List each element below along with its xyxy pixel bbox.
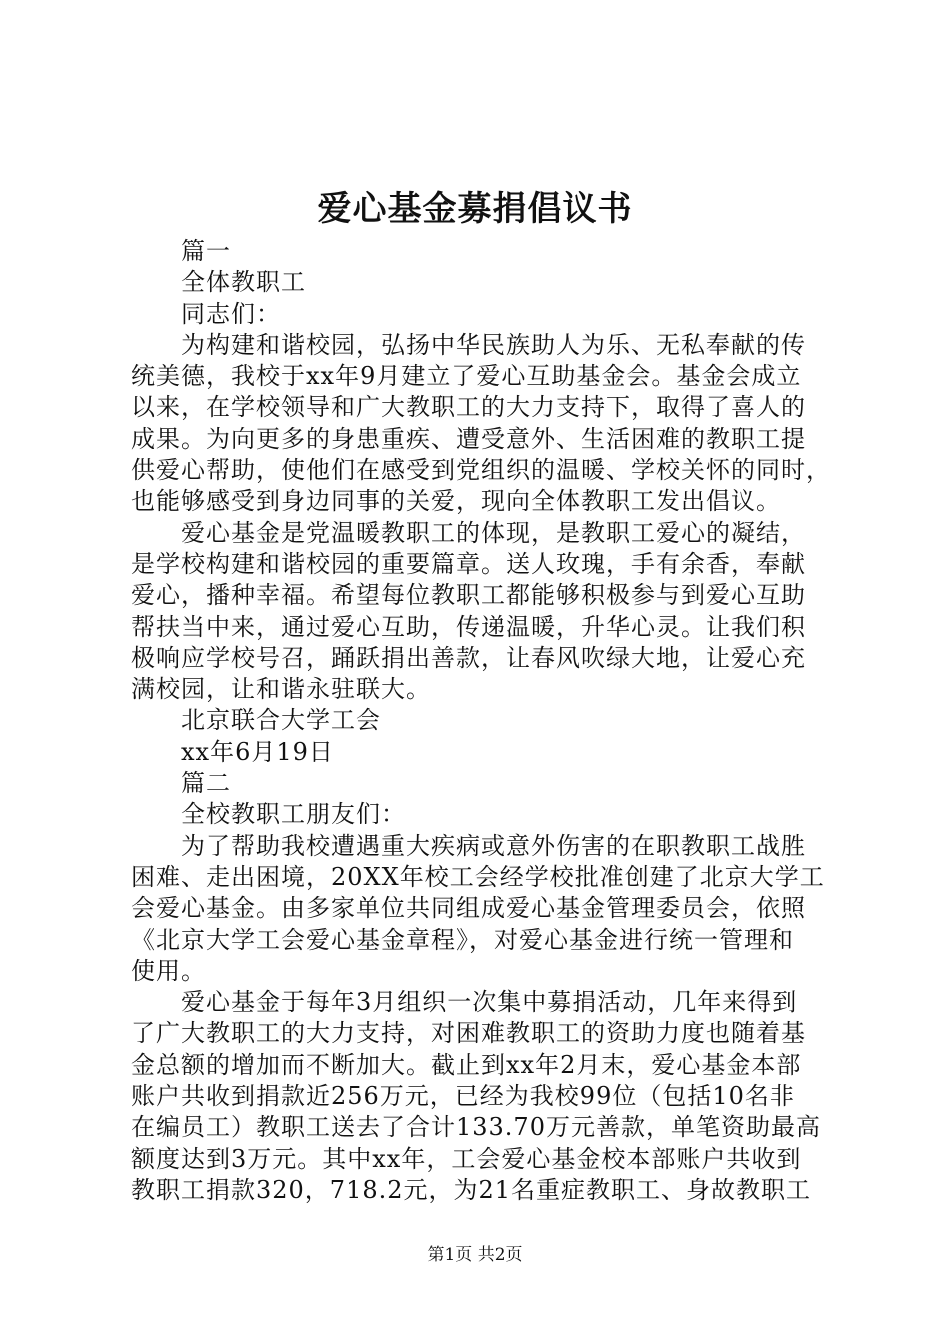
text-line: 统美德，我校于xx年9月建立了爱心互助基金会。基金会成立 [131, 362, 802, 391]
text-line: 成果。为向更多的身患重疾、遭受意外、生活困难的教职工提 [131, 424, 806, 453]
text-line: 篇二 [181, 769, 231, 798]
text-line: 供爱心帮助，使他们在感受到党组织的温暖、学校关怀的同时， [131, 456, 831, 485]
text-line: 同志们： [181, 299, 281, 328]
text-line: 了广大教职工的大力支持，对困难教职工的资助力度也随着基 [131, 1019, 806, 1048]
text-line: 额度达到3万元。其中xx年，工会爱心基金校本部账户共收到 [131, 1144, 802, 1173]
page-footer: 第1页 共2页 [427, 1245, 523, 1265]
text-line: 会爱心基金。由多家单位共同组成爱心基金管理委员会，依照 [131, 894, 806, 923]
text-line: 帮扶当中来，通过爱心互助，传递温暖，升华心灵。让我们积 [131, 612, 806, 641]
text-line: 教职工捐款320，718.2元，为21名重症教职工、身故教职工 [131, 1175, 812, 1204]
text-line: 爱心基金于每年3月组织一次集中募捐活动，几年来得到 [181, 988, 798, 1017]
text-line: 极响应学校号召，踊跃捐出善款，让春风吹绿大地，让爱心充 [131, 643, 806, 672]
text-line: xx年6月19日 [181, 737, 334, 766]
text-line: 以来，在学校领导和广大教职工的大力支持下，取得了喜人的 [131, 393, 806, 422]
text-line: 也能够感受到身边同事的关爱，现向全体教职工发出倡议。 [131, 487, 781, 516]
text-line: 爱心，播种幸福。希望每位教职工都能够积极参与到爱心互助 [131, 581, 806, 610]
text-line: 在编员工）教职工送去了合计133.70万元善款，单笔资助最高 [131, 1113, 821, 1142]
text-line: 为了帮助我校遭遇重大疾病或意外伤害的在职教职工战胜 [181, 831, 806, 860]
text-line: 全体教职工 [181, 268, 306, 297]
text-line: 满校园，让和谐永驻联大。 [131, 675, 431, 704]
text-line: 全校教职工朋友们： [181, 800, 406, 829]
text-line: 困难、走出困境，20XX年校工会经学校批准创建了北京大学工 [131, 862, 825, 891]
text-line: 为构建和谐校园，弘扬中华民族助人为乐、无私奉献的传 [181, 330, 806, 359]
document-body [131, 236, 831, 1206]
text-line: 北京联合大学工会 [181, 706, 381, 735]
text-line: 爱心基金是党温暖教职工的体现，是教职工爱心的凝结， [181, 518, 806, 547]
text-line: 是学校构建和谐校园的重要篇章。送人玫瑰，手有余香，奉献 [131, 549, 806, 578]
text-line: 篇一 [181, 237, 231, 265]
document-title: 爱心基金募捐倡议书 [317, 189, 633, 229]
text-line: 《北京大学工会爱心基金章程》，对爱心基金进行统一管理和 [131, 925, 794, 954]
text-line: 金总额的增加而不断加大。截止到xx年2月末，爱心基金本部 [131, 1050, 802, 1079]
text-line: 账户共收到捐款近256万元，已经为我校99位（包括10名非 [131, 1082, 795, 1111]
text-line: 使用。 [131, 956, 206, 985]
